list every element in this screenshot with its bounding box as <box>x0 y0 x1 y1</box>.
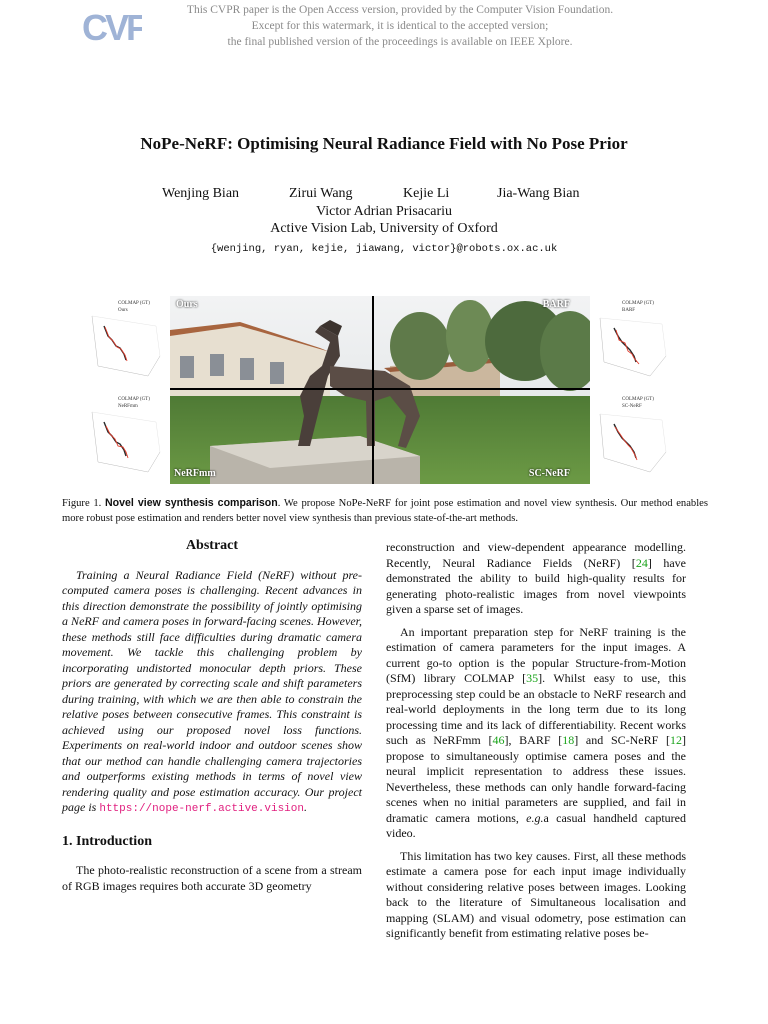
body-paragraph: reconstruction and view-dependent appearance modelling. Recently, Neural Radiance Fields (NeRF) [24] have demonstrated the ability to build high-quality results for generating photo-realistic images from novel viewpoints given a sparse set of images. <box>386 540 686 616</box>
open-access-watermark <box>150 2 650 50</box>
author-emails: {wenjing, ryan, kejie, jiawang, victor}@robots.ox.ac.uk <box>210 243 558 255</box>
citation-link[interactable]: 12 <box>670 733 683 747</box>
left-column <box>62 538 362 894</box>
caption-bold: Novel view synthesis comparison <box>105 497 278 509</box>
quadrant-label-barf: BARF <box>542 299 570 310</box>
quadrant-label-nerfmm: NeRFmm <box>174 468 216 479</box>
svg-text:BARF: BARF <box>622 308 636 313</box>
section-heading-introduction: 1. Introduction <box>62 833 152 849</box>
author-name: Wenjing Bian <box>162 186 240 201</box>
svg-text:COLMAP (GT): COLMAP (GT) <box>118 301 150 306</box>
abstract-text <box>62 568 362 818</box>
caption-label: Figure 1. <box>62 498 102 509</box>
quadrant-label-ours: Ours <box>176 299 198 310</box>
svg-text:COLMAP (GT): COLMAP (GT) <box>622 397 654 402</box>
intro-paragraph: The photo-realistic reconstruction of a scene from a stream of RGB images requires both accurate 3D geometry <box>62 863 362 893</box>
paper-title: NoPe-NeRF: Optimising Neural Radiance Field with No Pose Prior <box>140 134 628 153</box>
svg-text:SC-NeRF: SC-NeRF <box>622 404 642 409</box>
svg-text:Ours: Ours <box>118 308 128 313</box>
trajectory-plot-nerfmm <box>78 392 166 480</box>
trajectory-plot-sc-nerf <box>590 392 678 480</box>
author-name: Victor Adrian Prisacariu <box>315 204 452 219</box>
cvf-logo <box>80 6 142 46</box>
svg-text:COLMAP (GT): COLMAP (GT) <box>118 397 150 402</box>
body-paragraph: This limitation has two key causes. First, all these methods estimate a camera pose for each input image individually without considering relative poses between images. Looking back to the literature of Simultaneous localisation and mapping (SLAM) and visual odometry, pose estimation can significantly benefit from estimating relative poses be- <box>386 848 686 940</box>
novel-view-synthesis-image <box>170 296 590 484</box>
watermark-line: This CVPR paper is the Open Access version, provided by the Computer Vision Foundation. <box>186 4 614 16</box>
svg-text:COLMAP (GT): COLMAP (GT) <box>622 301 654 306</box>
watermark-line: the final published version of the proceedings is available on IEEE Xplore. <box>227 36 573 48</box>
citation-link[interactable]: 46 <box>492 733 505 747</box>
right-column <box>386 540 686 942</box>
watermark-line: Except for this watermark, it is identical to the accepted version; <box>251 20 549 32</box>
abstract-body: Training a Neural Radiance Field (NeRF) without pre-computed camera poses is challenging. Recent advances in this direction demonstrate the possibility of jointly optimising a NeRF and camera poses in forward-facing scenes. However, these methods still face difficulties during dramatic camera movement. We tackle this challenging problem by incorporating undistorted monocular depth priors. These priors are generated by correcting scale and shift parameters during training, with which we are then able to constrain the relative poses between consecutive frames. This constraint is achieved using our proposed novel loss functions. Experiments on real-world indoor and outdoor scenes show that our method can handle challenging camera trajectories and outperforms existing methods in terms of novel view rendering quality and pose estimation accuracy. Our project page is <box>62 567 362 814</box>
author-name: Kejie Li <box>403 186 450 201</box>
trajectory-plot-barf <box>590 296 678 384</box>
body-paragraph: An important preparation step for NeRF training is the estimation of camera parameters for the input images. A current go-to option is the popular Structure-from-Motion (SfM) library COLMAP [35]. Whilst easy to use, this preprocessing step could be an obstacle to NeRF research and real-world deployments in the long term due to its long processing time and its lack of differentiability. Recent works such as NeRFmm [46], BARF [18] and SC-NeRF [12] propose to simultaneously optimise camera poses and the neural implicit representation to address these issues. Nevertheless, these methods can only handle forward-facing scenes when no initial parameters are supplied, and fail in dramatic camera motions, e.g.a casual handheld captured video. <box>386 624 687 840</box>
quadrant-label-sc-nerf: SC-NeRF <box>528 468 570 479</box>
cvf-logo-text: CVF <box>82 7 142 46</box>
author-name: Jia-Wang Bian <box>497 186 580 201</box>
citation-link[interactable]: 18 <box>562 733 575 747</box>
figure-caption <box>62 496 708 526</box>
citation-link[interactable]: 35 <box>526 671 539 685</box>
abstract-end: . <box>303 800 307 814</box>
svg-text:NeRFmm: NeRFmm <box>118 404 138 409</box>
project-page-link[interactable]: https://nope-nerf.active.vision <box>99 803 304 815</box>
caption-text: . We propose NoPe-NeRF for joint pose estimation and novel view synthesis. Our method enables more robust pose estimation and renders better novel view synthesis than previous state-of-the-art methods. <box>62 498 708 524</box>
author-name: Zirui Wang <box>289 186 353 201</box>
abstract-heading: Abstract <box>185 538 239 553</box>
citation-link[interactable]: 24 <box>635 555 648 570</box>
affiliation: Active Vision Lab, University of Oxford <box>270 221 498 236</box>
trajectory-plot-ours <box>78 296 166 384</box>
